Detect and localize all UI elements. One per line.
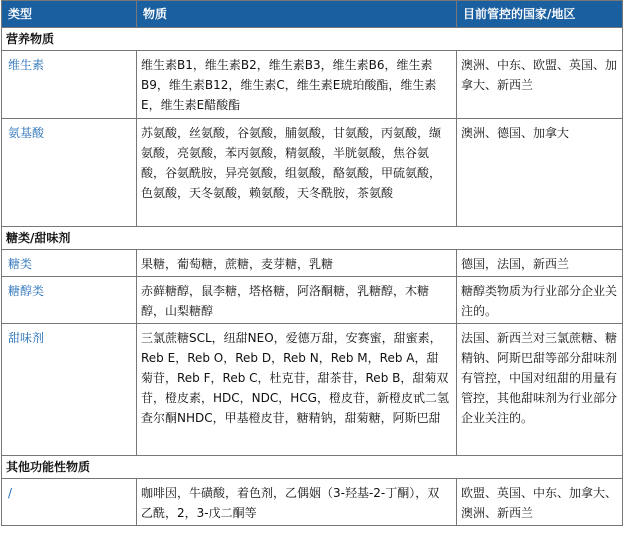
substance-cell-sugar-alcohols: 赤藓糖醇，鼠李糖，塔格糖，阿洛酮糖，乳糖醇，木糖醇，山梨糖醇 (137, 277, 457, 324)
table-row-vitamins (2, 51, 623, 119)
countries-cell-sweeteners: 法国、新西兰对三氯蔗糖、糖精钠、阿斯巴甜等部分甜味剂有管控，中国对纽甜的用量有管控，其他甜味剂为行业部分企业关注的。 (457, 324, 623, 456)
type-cell-sugar-alcohols: 糖醇类 (2, 277, 137, 324)
section-title-other: 其他功能性物质 (2, 456, 623, 479)
table-row-amino-acids (2, 119, 623, 227)
header-countries: 目前管控的国家/地区 (457, 1, 623, 28)
section-row-nutrients (2, 28, 623, 51)
substance-cell-sweeteners: 三氯蔗糖SCL，纽甜NEO，爱德万甜，安赛蜜，甜蜜素，Reb E，Reb O，Reb D，Reb N，Reb M，Reb A，甜菊苷，Reb F，Reb C，杜克苷，甜茶苷，Reb B，甜菊双苷，橙皮素，HDC，NDC，HCG，橙皮苷，新橙皮甙二氢查尔酮NHDC，甲基橙皮苷，糖精钠，甜菊糖，阿斯巴甜 (137, 324, 457, 456)
section-row-sugars (2, 227, 623, 250)
table-row-other (2, 479, 623, 526)
substance-cell-other: 咖啡因，牛磺酸，着色剂，乙偶姻（3-羟基-2-丁酮），双乙酰，2，3-戊二酮等 (137, 479, 457, 526)
section-row-other (2, 456, 623, 479)
countries-cell-other: 欧盟、英国、中东、加拿大、澳洲、新西兰 (457, 479, 623, 526)
header-substance: 物质 (137, 1, 457, 28)
substance-cell-amino-acids: 苏氨酸，丝氨酸，谷氨酸，脯氨酸，甘氨酸，丙氨酸，缬氨酸，亮氨酸，苯丙氨酸，精氨酸，半胱氨酸，焦谷氨酸，谷氨酰胺，异亮氨酸，组氨酸，酪氨酸，甲硫氨酸，色氨酸，天冬氨酸，赖氨酸，天冬酰胺，茶氨酸 (137, 119, 457, 227)
countries-cell-sugar-alcohols: 糖醇类物质为行业部分企业关注的。 (457, 277, 623, 324)
table-row-sugar-alcohols (2, 277, 623, 324)
table-row-sugars (2, 250, 623, 277)
countries-cell-vitamins: 澳洲、中东、欧盟、英国、加拿大、新西兰 (457, 51, 623, 119)
section-title-sugars: 糖类/甜味剂 (2, 227, 623, 250)
countries-cell-sugars: 德国，法国，新西兰 (457, 250, 623, 277)
substance-cell-vitamins: 维生素B1，维生素B2，维生素B3，维生素B6，维生素B9，维生素B12，维生素C，维生素E琥珀酸酯，维生素E，维生素E醋酸酯 (137, 51, 457, 119)
regulation-table (1, 0, 623, 526)
section-title-nutrients: 营养物质 (2, 28, 623, 51)
header-type: 类型 (2, 1, 137, 28)
table-row-sweeteners (2, 324, 623, 456)
header-row (2, 1, 623, 28)
substance-cell-sugars: 果糖，葡萄糖，蔗糖，麦芽糖，乳糖 (137, 250, 457, 277)
type-cell-other: / (2, 479, 137, 526)
type-cell-sugars: 糖类 (2, 250, 137, 277)
type-cell-amino-acids: 氨基酸 (2, 119, 137, 227)
type-cell-vitamins: 维生素 (2, 51, 137, 119)
type-cell-sweeteners: 甜味剂 (2, 324, 137, 456)
countries-cell-amino-acids: 澳洲、德国、加拿大 (457, 119, 623, 227)
